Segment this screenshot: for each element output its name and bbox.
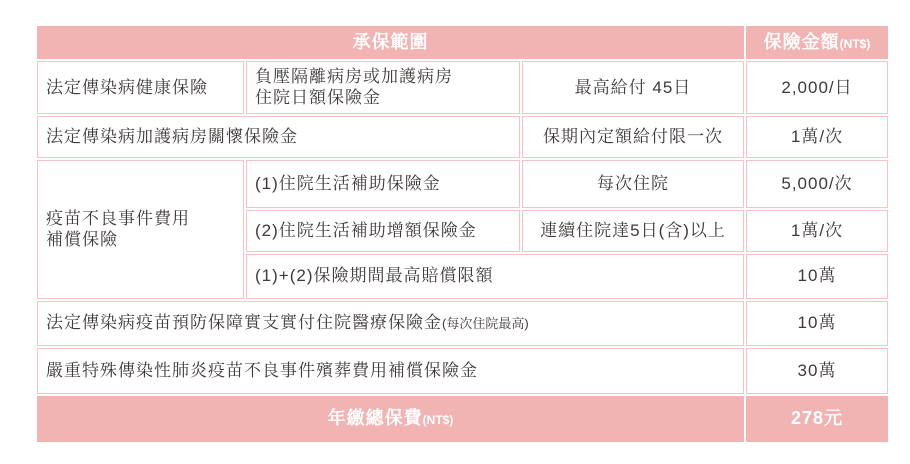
- premium-amount: 278元: [790, 408, 844, 429]
- row6-name-cell: [37, 301, 744, 346]
- row3-benefit-cell: [246, 160, 520, 208]
- row4-amount-cell: [746, 210, 888, 252]
- row2-amount: 1萬/次: [790, 126, 844, 146]
- row4-amount: 1萬/次: [790, 220, 844, 240]
- row1-name-cell: [37, 61, 244, 114]
- table-row: [37, 301, 888, 346]
- row2-amount-cell: [746, 116, 888, 158]
- coverage-header-cell: [37, 26, 744, 59]
- premium-amount-cell: [746, 396, 888, 442]
- row1-amount-cell: [746, 61, 888, 114]
- premium-label-unit: (NT$): [422, 413, 454, 428]
- row2-condition-cell: [522, 116, 744, 158]
- row2-name-cell: [37, 116, 520, 158]
- row7-name-cell: [37, 348, 744, 394]
- coverage-header-label: 承保範圍: [352, 32, 429, 53]
- table-row: [37, 160, 888, 208]
- row7-amount: 30萬: [797, 360, 837, 380]
- vaccine-group-cell: [37, 160, 244, 299]
- row1-amount: 2,000/日: [781, 77, 853, 97]
- row3-condition: 每次住院: [597, 173, 669, 193]
- vaccine-group-line1: 疫苗不良事件費用: [46, 208, 190, 228]
- row1-name: 法定傳染病健康保險: [46, 77, 208, 97]
- row1-condition: 最高給付 45日: [574, 77, 692, 97]
- table-row: [37, 116, 888, 158]
- row2-name: 法定傳染病加護病房關懷保險金: [46, 126, 298, 146]
- row5-benefit-cell: [246, 254, 744, 299]
- row6-name-note: (每次住院最高): [442, 316, 529, 332]
- row6-name: 法定傳染病疫苗預防保障實支實付住院醫療保險金: [46, 313, 442, 333]
- amount-header-cell: [746, 26, 888, 59]
- row7-amount-cell: [746, 348, 888, 394]
- row4-condition-cell: [522, 210, 744, 252]
- row3-benefit: (1)住院生活補助保險金: [255, 173, 441, 193]
- table-row: [37, 61, 888, 114]
- row5-amount-cell: [746, 254, 888, 299]
- row5-benefit: (1)+(2)保險期間最高賠償限額: [255, 266, 494, 286]
- premium-label-cell: [37, 396, 744, 442]
- row4-benefit-cell: [246, 210, 520, 252]
- coverage-table: [35, 24, 890, 444]
- row4-condition: 連續住院達5日(含)以上: [540, 220, 726, 240]
- row6-amount: 10萬: [797, 313, 837, 333]
- row3-condition-cell: [522, 160, 744, 208]
- row3-amount-cell: [746, 160, 888, 208]
- row1-benefit-cell: [246, 61, 520, 114]
- amount-header-label: 保險金額: [763, 32, 840, 53]
- row4-benefit: (2)住院生活補助增額保險金: [255, 220, 477, 240]
- row5-amount: 10萬: [797, 266, 837, 286]
- table-header-row: [37, 26, 888, 59]
- row7-name: 嚴重特殊傳染性肺炎疫苗不良事件殯葬費用補償保險金: [46, 360, 478, 380]
- row1-condition-cell: [522, 61, 744, 114]
- table-footer-row: [37, 396, 888, 442]
- row3-amount: 5,000/次: [781, 173, 853, 193]
- row6-amount-cell: [746, 301, 888, 346]
- row2-condition: 保期內定額給付限一次: [543, 126, 723, 146]
- row1-benefit-line1: 負壓隔離病房或加護病房: [255, 67, 453, 86]
- premium-label: 年繳總保費: [327, 408, 423, 429]
- amount-header-unit: (NT$): [839, 37, 871, 52]
- row1-benefit-line2: 住院日額保險金: [255, 88, 381, 108]
- vaccine-group-line2: 補償保險: [46, 230, 118, 249]
- table-row: [37, 348, 888, 394]
